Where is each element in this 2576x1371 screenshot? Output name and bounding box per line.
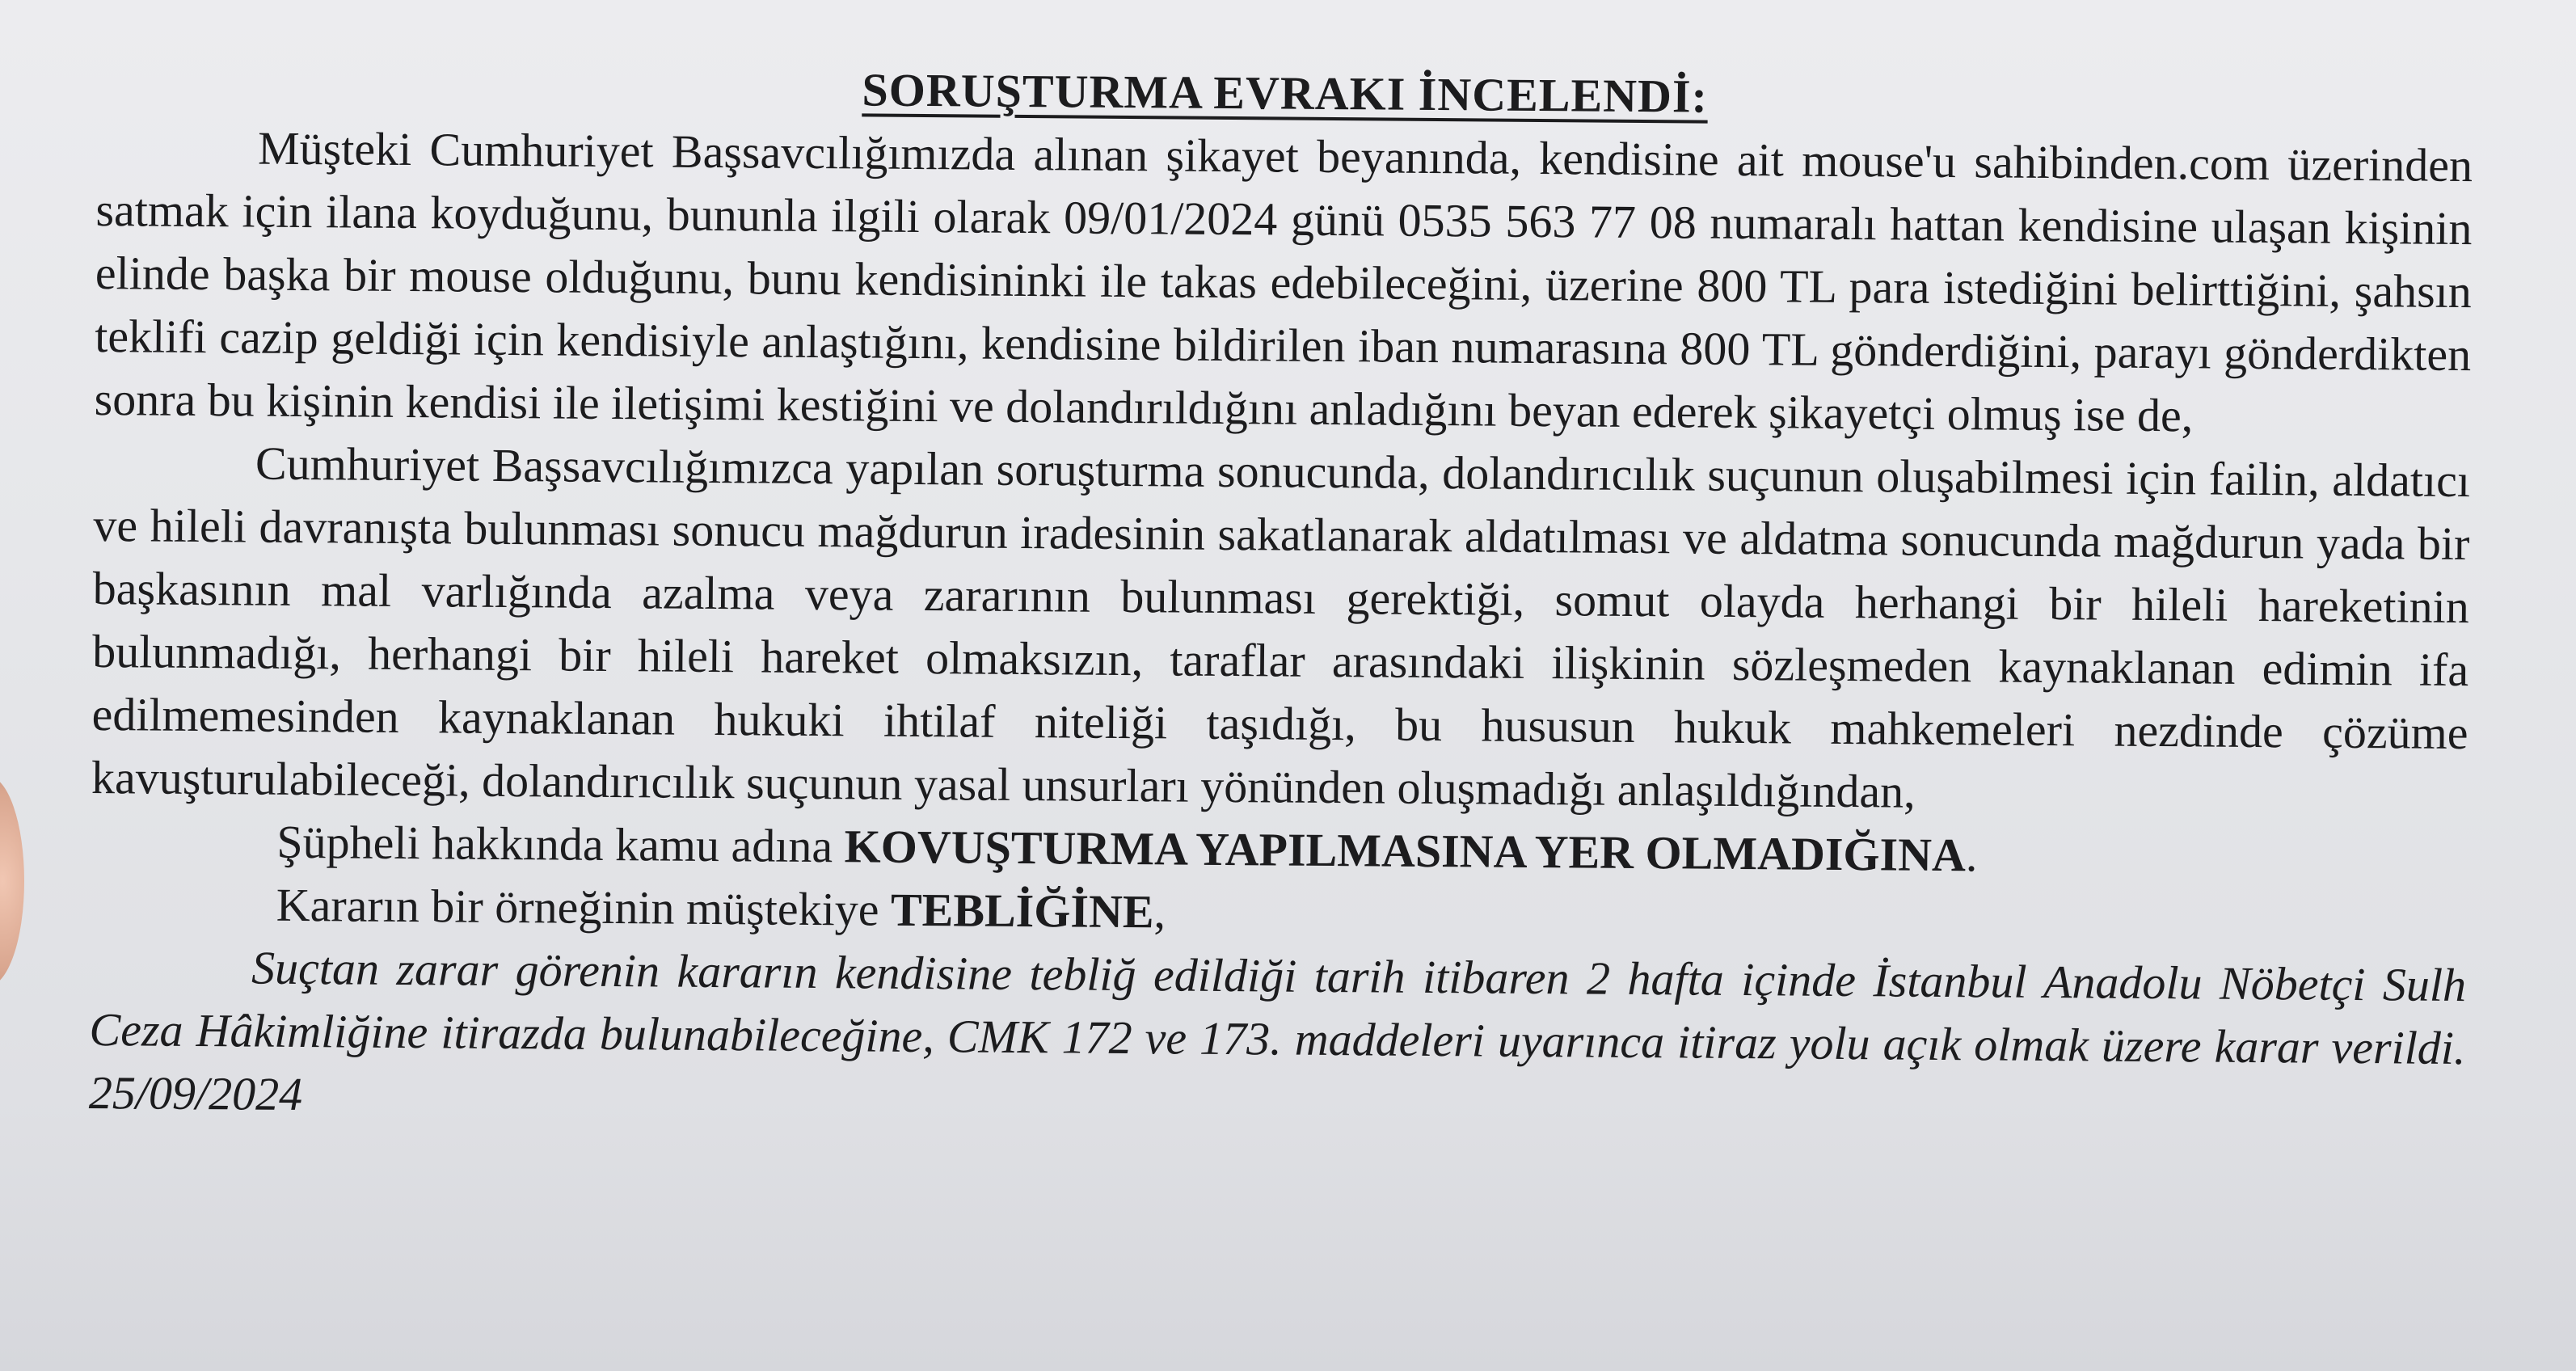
complaint-paragraph: Müşteki Cumhuriyet Başsavcılığımızda alınan şikayet beyanında, kendisine ait mouse'u sahibinden.com üzerinden satmak için ilana koyduğunu, bununla ilgili olarak 09/01/2024 günü 0535 563 77 08 numaralı hattan kendisine ulaşan kişinin elinde başka bir mouse olduğunu, bunu kendisininki ile takas edebileceğini, üzerine 800 TL para istediğini belirttiğini, şahsın teklifi cazip geldiği için kendisiyle anlaştığını, kendisine bildirilen iban numarasına 800 TL gönderdiğini, parayı gönderdikten sonra bu kişinin kendisi ile iletişimi kestiğini ve dolandırıldığını anladığını beyan ederek şikayetçi olmuş ise de,: [94, 121, 2473, 442]
document-title-text: SORUŞTURMA EVRAKI İNCELENDİ:: [862, 63, 1709, 123]
document-body: [89, 57, 2473, 1143]
notification-decision: TEBLİĞİNE: [890, 883, 1154, 939]
notification-suffix: ,: [1153, 885, 1166, 939]
verdict-prefix: Şüpheli hakkında kamu adına: [276, 815, 845, 873]
verdict-decision: KOVUŞTURMA YAPILMASINA YER OLMADIĞINA: [844, 820, 1967, 882]
notification-prefix: Kararın bir örneğinin müştekiye: [276, 878, 892, 936]
investigation-paragraph: Cumhuriyet Başsavcılığımızca yapılan soruşturma sonucunda, dolandırıcılık suçunun oluşabilmesi için failin, aldatıcı ve hileli davranışta bulunması sonucu mağdurun iradesinin sakatlanarak aldatılması ve aldatma sonucunda mağdurun yada bir başkasının mal varlığında azalma veya zararının bulunması gerektiği, somut olayda herhangi bir hileli hareketinin bulunmadığı, herhangi bir hileli hareket olmaksızın, taraflar arasındaki ilişkinin sözleşmeden kaynaklanan edimin ifa edilmemesinden kaynaklanan hukuki ihtilaf niteliği taşıdığı, bu hususun hukuk mahkemeleri nezdinde çözüme kavuşturulabileceği, dolandırıcılık suçunun yasal unsurları yönünden oluşmadığı anlaşıldığından,: [91, 437, 2471, 818]
verdict-suffix: .: [1965, 829, 1978, 882]
finger-edge: [0, 776, 24, 986]
appeal-paragraph: Suçtan zarar görenin kararın kendisine tebliğ edildiği tarih itibaren 2 hafta içinde İstanbul Anadolu Nöbetçi Sulh Ceza Hâkimliğine itirazda bulunabileceğine, CMK 172 ve 173. maddeleri uyarınca itiraz yolu açık olmak üzere karar verildi. 25/09/2024: [88, 941, 2467, 1121]
